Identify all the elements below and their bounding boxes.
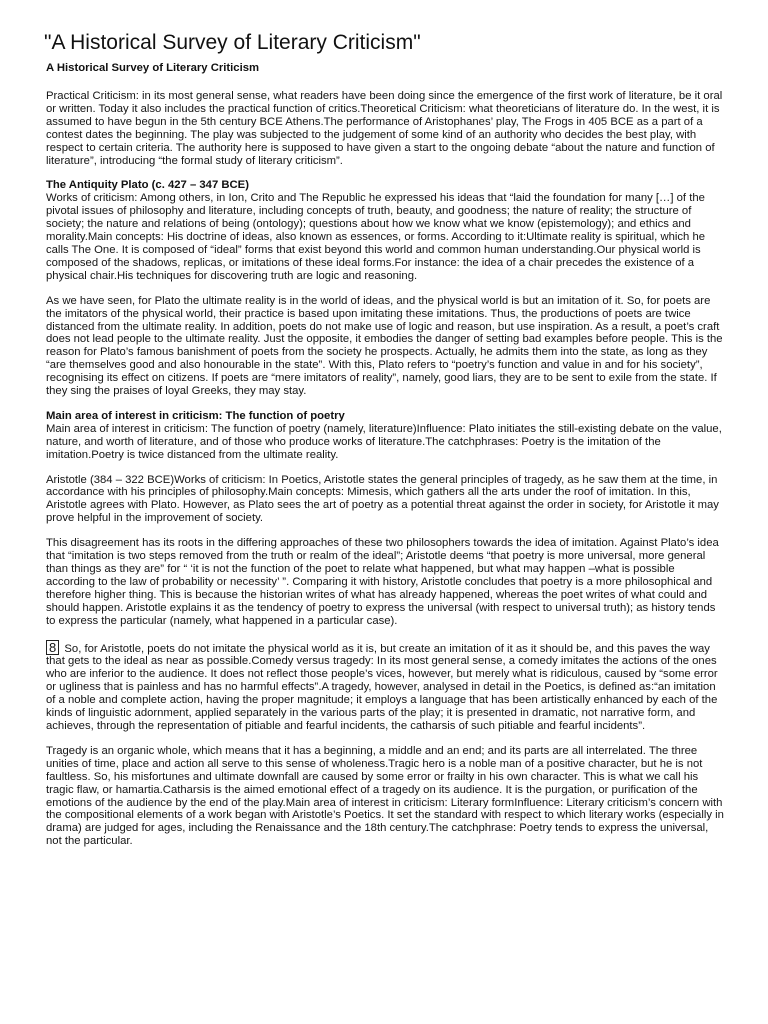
paragraph-aristotle-poets — [46, 640, 724, 733]
paragraph-function-text: Main area of interest in criticism: The function of poetry (namely, literature)Influence: Plato initiates the still-existing debate on the value, nature, and worth of literature, and of those who produce works of literature.The catchphrases: Poetry is the imitation of the imitation.Poetry is twice distanced from the ultimate reality. — [46, 422, 722, 461]
paragraph-plato-works-text: Works of criticism: Among others, in Ion, Crito and The Republic he expressed his ideas that “laid the foundation for many […] of the pivotal issues of philosophy and literature, including concepts of truth, beauty, and goodness; the nature of reality; the structure of society; the nature and relations of being (ontology); questions about how we know what we know (epistemology); and ethics and morality.Main concepts: His doctrine of ideas, also known as essences, or forms. According to it:Ultimate reality is spiritual, which he calls The One. It is composed of “ideal” forms that exist beyond this world and common human understanding.Our physical world is composed of the shadows, replicas, or imitations of these ideal forms.For instance: the idea of a chair precedes the existence of a physical chair.His techniques for discovering truth are logic and reasoning. — [46, 192, 706, 282]
paragraph-function-of-poetry — [46, 410, 724, 462]
paragraph-aristotle-poets-text: So, for Aristotle, poets do not imitate the physical world as it is, but create an imitation of it as it should be, and this paves the way that gets to the ideal as near as possible.Comedy versus tragedy: In its most general sense, a comedy imitates the actions of the ones who are inferior to the audience. It does not reflect those people’s vices, however, but merely what is ridiculous, caused by “some error or ugliness that is painless and has no harmful effects”.A tragedy, however, analysed in detail in the Poetics, is defined as:“an imitation of a noble and complete action, having the proper magnitude; it employs a language that has been artistically enhanced by each of the kinds of linguistic adornment, applied separately in the various parts of the play; it is presented in dramatic, not narrative form, and achieves, through the representation of pitiable and fearful incidents, the catharsis of such pitiable and fearful incidents”. — [46, 642, 718, 732]
paragraph-tragedy: Tragedy is an organic whole, which means that it has a beginning, a middle and an end; and its parts are all interrelated. The three unities of time, place and action all serve to this sense of wholeness.Tragic hero is a noble man of a positive character, but he is not faultless. So, his misfortunes and ultimate downfall are caused by some error or frailty in his own character. This is what we call his tragic flaw, or hamartia.Catharsis is the aimed emotional effect of a tragedy on its audience. It is the purgation, or purification of the emotions of the audience by the end of the play.Main area of interest in criticism: Literary formInfluence: Literary criticism’s concern with the compositional elements of a work began with Aristotle’s Poetics. It set the standard with respect to which literary works (especially in drama) are judged for ages, including the Renaissance and the 18th century.The catchphrase: Poetry tends to express the universal, not the particular. — [46, 744, 724, 848]
section-subtitle: A Historical Survey of Literary Criticism — [46, 62, 260, 74]
paragraph-plato-works — [46, 179, 724, 282]
document-title: "A Historical Survey of Literary Criticism" — [44, 31, 421, 54]
heading-function-of-poetry: Main area of interest in criticism: The function of poetry — [46, 409, 345, 422]
paragraph-practical-criticism: Practical Criticism: in its most general sense, what readers have been doing since the emergence of the first work of literature, be it oral or written. Today it also includes the practical function of critics.Theoretical Criticism: what theoreticians of literature do. In the west, it is assumed to have begun in the 5th century BCE Athens.The performance of Aristophanes’ play, The Frogs in 405 BCE as a part of a contest dates the beginning. The play was subjected to the judgement of some kind of an authority who decides the best play, with respect to certain criteria. The authority here is supposed to have given a start to the ongoing debate “about the nature and function of literature”, introducing “the formal study of literary criticism”. — [46, 90, 723, 167]
paragraph-disagreement: This disagreement has its roots in the differing approaches of these two philosophers towards the idea of imitation. Against Plato’s idea that “imitation is two steps removed from the truth or realm of the ideal”; Aristotle deems “that poetry is more universal, more general than things as they are” for “ ‘it is not the function of the poet to relate what happened, but what may happen –what is possible according to the law of probability or necessity’ ”. Comparing it with history, Aristotle concludes that poetry is a more philosophical and therefore higher thing. This is because the historian writes of what has already happened, whereas the poet writes of what could and should happen. Aristotle explains it as the tendency of poetry to express the universal (with respect to universal truth); as history tends to express the particular (namely, what happened in a particular case). — [46, 537, 719, 627]
document-body — [46, 62, 724, 860]
page-number-marker: 8 — [46, 640, 59, 655]
paragraph-plato-reality: As we have seen, for Plato the ultimate reality is in the world of ideas, and the physical world is but an imitation of it. So, for poets are the imitators of the physical world, their practice is based upon imitating these imitations. Thus, the productions of poets are twice distanced from the ultimate reality. In addition, poets do not make use of logic and reason, but use inspiration. As a result, a poet’s craft does not lead people to the ultimate reality. Just the opposite, it embodies the danger of setting bad examples before people. This is the reason for Plato’s famous banishment of poets from the society he prospects. Actually, he admits them into the state, as long as they “are themselves good and also honourable in the state”. With this, Plato refers to “poetry’s function and value in and for his society”, recognising its effect on citizens. If poets are “mere imitators of reality”, namely, good liars, they are to be sent to exile from the state. If they sing the praises of loyal Greeks, they may stay. — [46, 294, 723, 398]
heading-plato: The Antiquity Plato (c. 427 – 347 BCE) — [46, 179, 249, 192]
paragraph-aristotle: Aristotle (384 – 322 BCE)Works of criticism: In Poetics, Aristotle states the general principles of tragedy, as he saw them at the time, in accordance with his principles of philosophy.Main concepts: Mimesis, which gathers all the arts under the roof of imitation. In this, Aristotle agrees with Plato. However, as Plato sees the art of poetry as a potential threat against the order in society, for Aristotle it may prove helpful in the improvement of society. — [46, 473, 719, 525]
